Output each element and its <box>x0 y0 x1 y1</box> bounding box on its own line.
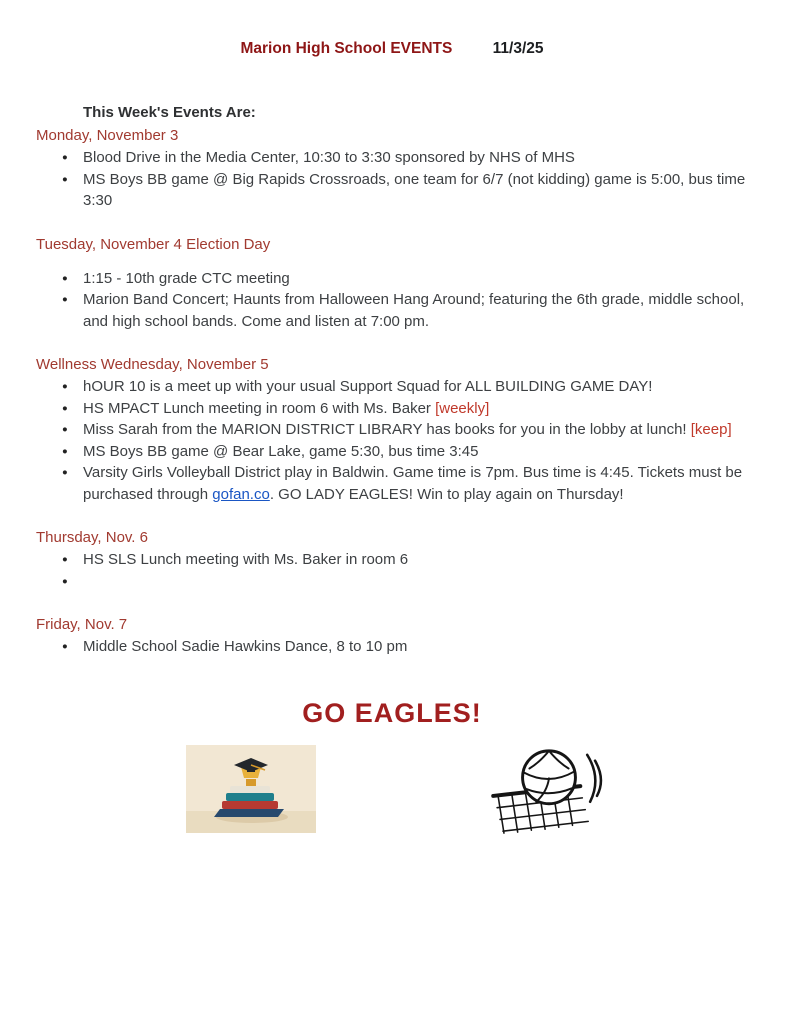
day-section-friday <box>36 616 748 658</box>
event-text: MS Boys BB game @ Big Rapids Crossroads, one team for 6/7 (not kidding) game is 5:00, bus time 3:30 <box>83 170 746 209</box>
day-section-monday <box>36 127 748 212</box>
day-heading-wednesday: Wellness Wednesday, November 5 <box>36 356 269 373</box>
event-item <box>36 441 748 463</box>
event-item <box>36 289 748 332</box>
page-header <box>36 40 748 58</box>
event-item <box>36 147 748 169</box>
gofan-link[interactable]: gofan.co <box>212 485 270 503</box>
event-list-tuesday <box>36 268 748 333</box>
event-list-friday <box>36 636 748 658</box>
day-section-thursday <box>36 529 748 592</box>
event-text: HS MPACT Lunch meeting in room 6 with Ms. Baker <box>83 399 436 417</box>
event-text: hOUR 10 is a meet up with your usual Support Squad for ALL BUILDING GAME DAY! <box>83 378 653 395</box>
day-section-tuesday <box>36 236 748 333</box>
day-heading-friday: Friday, Nov. 7 <box>36 616 128 633</box>
event-item <box>36 376 748 398</box>
page-title: Marion High School EVENTS <box>240 40 453 57</box>
event-item <box>36 268 748 290</box>
event-text: Varsity Girls Volleyball District play in Baldwin. Game time is 7pm. Bus time is 4:45. Tickets must be purchased through <box>83 464 743 503</box>
event-list-wednesday <box>36 376 748 505</box>
volleyball-net-image <box>490 745 608 839</box>
event-text: Middle School Sadie Hawkins Dance, 8 to 10 pm <box>83 638 408 655</box>
event-list-thursday <box>36 549 748 592</box>
header-date: 11/3/25 <box>492 40 544 57</box>
event-item <box>36 549 748 571</box>
event-text: Marion Band Concert; Haunts from Halloween Hang Around; featuring the 6th grade, middle school, and high school bands. Come and listen at 7:00 pm. <box>83 291 745 330</box>
graduation-trophy-image <box>186 745 316 833</box>
event-text: Miss Sarah from the MARION DISTRICT LIBRARY has books for you in the lobby at lunch! <box>83 421 691 438</box>
event-tag-keep: [keep] <box>690 421 732 438</box>
event-text: MS Boys BB game @ Bear Lake, game 5:30, bus time 3:45 <box>83 442 479 460</box>
event-item <box>36 636 748 658</box>
go-eagles-slogan: GO EAGLES! <box>302 697 482 728</box>
day-heading-monday: Monday, November 3 <box>36 127 179 144</box>
volleyball-net-icon <box>490 745 608 839</box>
event-tag-weekly: [weekly] <box>435 399 490 417</box>
event-list-monday <box>36 147 748 212</box>
day-section-wednesday <box>36 356 748 505</box>
intro-line: This Week's Events Are: <box>83 104 256 121</box>
graduation-trophy-icon <box>186 745 316 833</box>
event-item-empty <box>36 571 748 593</box>
event-item <box>36 419 748 441</box>
event-item <box>36 398 748 420</box>
day-heading-thursday: Thursday, Nov. 6 <box>36 529 148 546</box>
event-item <box>36 169 748 212</box>
event-item <box>36 462 748 505</box>
figures-row <box>36 745 748 839</box>
event-text: 1:15 - 10th grade CTC meeting <box>83 269 290 287</box>
event-text: . GO LADY EAGLES! Win to play again on Thursday! <box>269 485 624 503</box>
day-heading-tuesday: Tuesday, November 4 Election Day <box>36 235 271 253</box>
event-text: Blood Drive in the Media Center, 10:30 to 3:30 sponsored by NHS of MHS <box>83 149 575 166</box>
event-text: HS SLS Lunch meeting with Ms. Baker in room 6 <box>83 551 409 568</box>
